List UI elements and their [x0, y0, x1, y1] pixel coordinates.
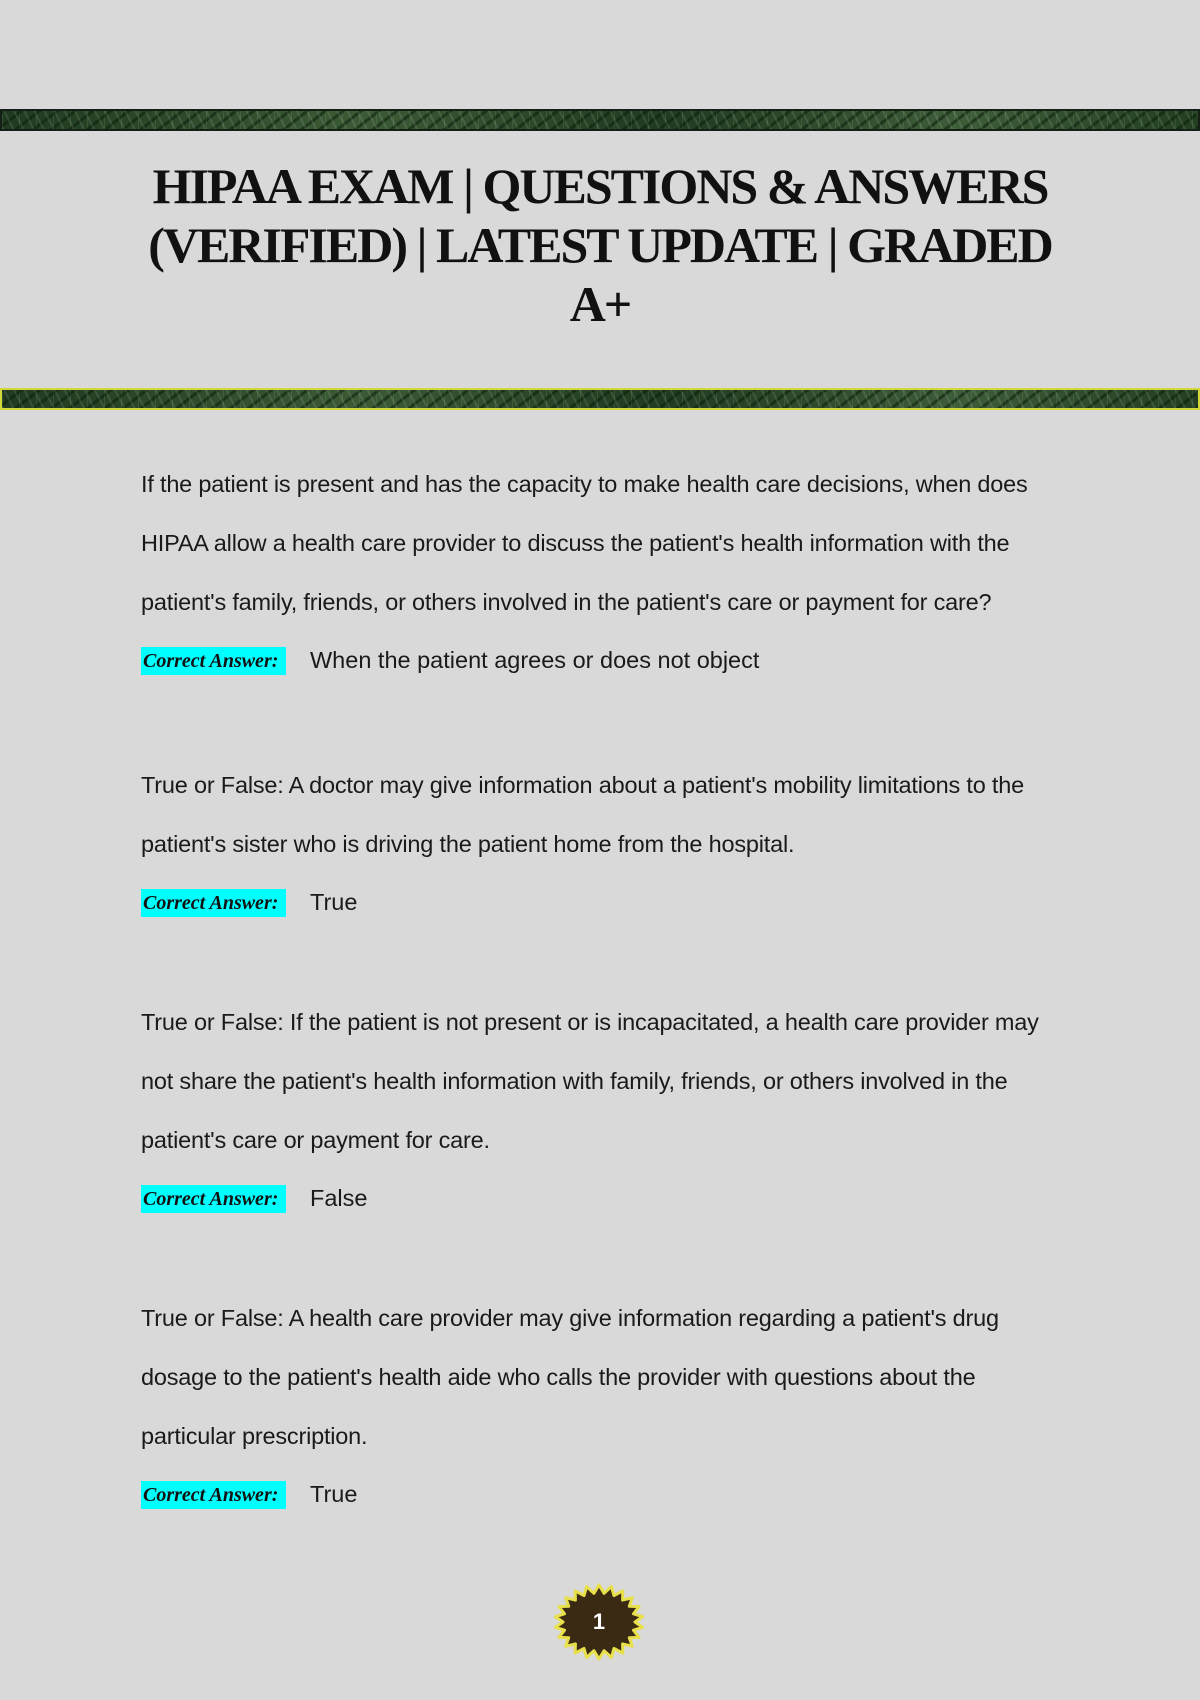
qa-item [141, 455, 1071, 690]
header-decorative-band-bottom [0, 388, 1200, 410]
answer-row [141, 631, 1071, 690]
question-text: True or False: A health care provider may give information regarding a patient's drug dosage to the patient's health aide who calls the provider with questions about the particular prescription. [141, 1305, 999, 1449]
qa-item [141, 756, 1071, 932]
qa-item [141, 993, 1071, 1228]
document-title: HIPAA EXAM | QUESTIONS & ANSWERS (VERIFIED) | LATEST UPDATE | GRADED A+ [148, 158, 1052, 332]
correct-answer-label: Correct Answer: [141, 889, 286, 917]
answer-text: True [310, 889, 358, 915]
page-number-badge [551, 1582, 647, 1662]
answer-row [141, 1465, 1071, 1524]
correct-answer-label: Correct Answer: [141, 1185, 286, 1213]
question-text: If the patient is present and has the capacity to make health care decisions, when does HIPAA allow a health care provider to discuss the patient's health information with the patient's family, friends, or others involved in the patient's care or payment for care? [141, 471, 1028, 615]
question-text: True or False: A doctor may give information about a patient's mobility limitations to the patient's sister who is driving the patient home from the hospital. [141, 772, 1024, 857]
correct-answer-label: Correct Answer: [141, 1481, 286, 1509]
answer-text: False [310, 1185, 368, 1211]
answer-text: When the patient agrees or does not object [310, 647, 760, 673]
header-decorative-band-top [0, 109, 1200, 131]
answer-row [141, 873, 1071, 932]
question-text: True or False: If the patient is not present or is incapacitated, a health care provider may not share the patient's health information with family, friends, or others involved in the patient's care or payment for care. [141, 1009, 1039, 1153]
answer-row [141, 1169, 1071, 1228]
qa-item [141, 1289, 1071, 1524]
answer-text: True [310, 1481, 358, 1507]
page-number: 1 [592, 1609, 606, 1634]
correct-answer-label: Correct Answer: [141, 647, 286, 675]
